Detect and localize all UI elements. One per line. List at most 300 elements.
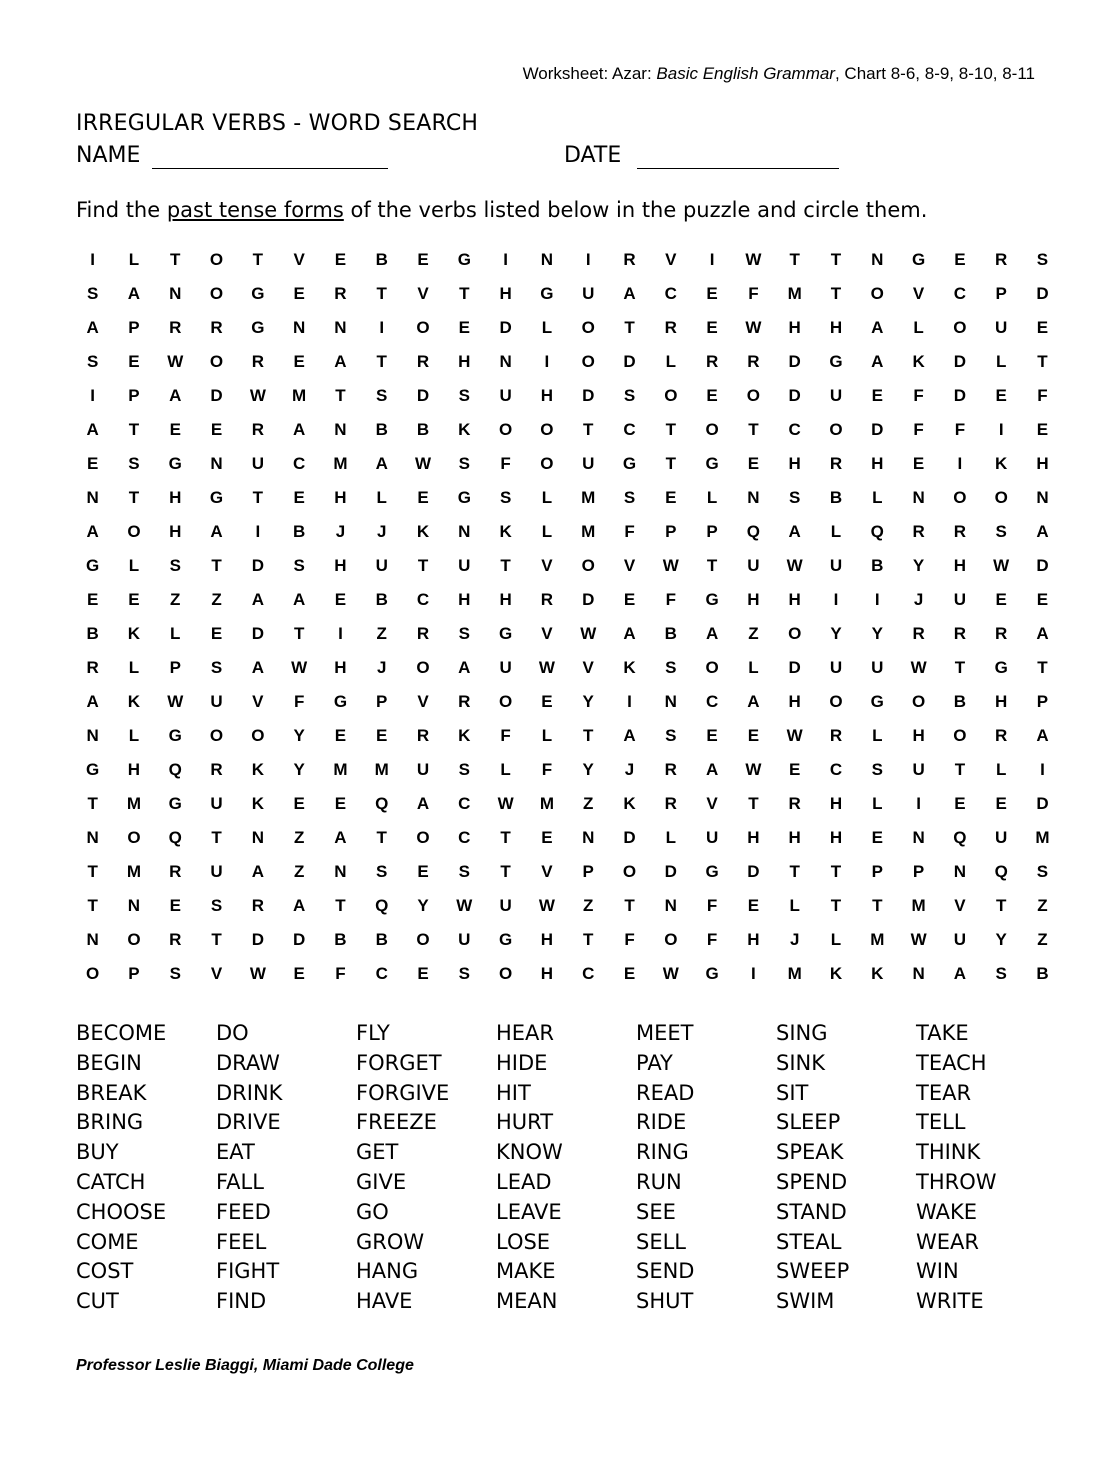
puzzle-letter[interactable]: N	[582, 828, 595, 847]
puzzle-letter[interactable]: K	[623, 658, 636, 677]
puzzle-letter[interactable]: Y	[293, 760, 305, 779]
puzzle-letter[interactable]: G	[209, 488, 224, 507]
puzzle-letter[interactable]: T	[417, 556, 429, 575]
puzzle-letter[interactable]: T	[376, 352, 387, 371]
puzzle-letter[interactable]: L	[665, 828, 676, 847]
puzzle-letter[interactable]: E	[995, 794, 1007, 813]
puzzle-letter[interactable]: S	[458, 386, 470, 405]
puzzle-letter[interactable]: G	[829, 352, 843, 371]
puzzle-letter[interactable]: O	[416, 930, 430, 949]
puzzle-letter[interactable]: P	[706, 522, 718, 541]
puzzle-letter[interactable]: Z	[748, 624, 759, 643]
puzzle-letter[interactable]: H	[912, 726, 925, 745]
puzzle-letter[interactable]: K	[127, 624, 141, 643]
puzzle-letter[interactable]: P	[128, 964, 140, 983]
puzzle-letter[interactable]: W	[249, 386, 266, 405]
puzzle-letter[interactable]: L	[995, 760, 1007, 779]
puzzle-letter[interactable]: I	[751, 964, 756, 983]
puzzle-letter[interactable]: K	[499, 522, 512, 541]
puzzle-letter[interactable]: S	[871, 760, 883, 779]
puzzle-letter[interactable]: K	[912, 352, 925, 371]
puzzle-letter[interactable]: H	[953, 556, 967, 575]
puzzle-letter[interactable]: B	[664, 624, 677, 643]
puzzle-letter[interactable]: N	[334, 420, 347, 439]
puzzle-letter[interactable]: G	[705, 590, 719, 609]
puzzle-letter[interactable]: O	[540, 420, 554, 439]
puzzle-letter[interactable]: N	[210, 454, 223, 473]
puzzle-letter[interactable]: Z	[376, 624, 387, 643]
puzzle-letter[interactable]: A	[623, 284, 636, 303]
puzzle-letter[interactable]: G	[911, 250, 926, 269]
puzzle-letter[interactable]: H	[788, 454, 801, 473]
puzzle-letter[interactable]: N	[1036, 488, 1049, 507]
puzzle-letter[interactable]: E	[912, 454, 925, 473]
puzzle-letter[interactable]: S	[623, 386, 636, 405]
puzzle-letter[interactable]: N	[499, 352, 512, 371]
puzzle-letter[interactable]: A	[416, 794, 430, 813]
puzzle-letter[interactable]: E	[747, 454, 760, 473]
puzzle-letter[interactable]: Y	[912, 556, 925, 575]
puzzle-letter[interactable]: P	[582, 862, 594, 881]
puzzle-letter[interactable]: U	[210, 794, 223, 813]
puzzle-letter[interactable]: V	[623, 556, 636, 575]
puzzle-letter[interactable]: O	[829, 692, 843, 711]
puzzle-letter[interactable]: B	[375, 420, 388, 439]
puzzle-letter[interactable]: U	[251, 454, 264, 473]
puzzle-letter[interactable]: Z	[170, 590, 181, 609]
puzzle-letter[interactable]: I	[379, 318, 385, 337]
puzzle-letter[interactable]: J	[376, 658, 387, 677]
puzzle-letter[interactable]: D	[251, 930, 264, 949]
puzzle-letter[interactable]: B	[416, 420, 430, 439]
puzzle-letter[interactable]: S	[169, 964, 181, 983]
puzzle-letter[interactable]: D	[582, 386, 595, 405]
puzzle-letter[interactable]: R	[169, 862, 182, 881]
puzzle-letter[interactable]: S	[789, 488, 801, 507]
puzzle-letter[interactable]: I	[338, 624, 343, 643]
puzzle-letter[interactable]: T	[583, 930, 594, 949]
puzzle-letter[interactable]: R	[334, 284, 347, 303]
puzzle-letter[interactable]: T	[252, 488, 264, 507]
puzzle-letter[interactable]: W	[249, 964, 266, 983]
puzzle-letter[interactable]: D	[251, 624, 264, 643]
puzzle-letter[interactable]: S	[1036, 862, 1049, 881]
puzzle-letter[interactable]: H	[499, 284, 512, 303]
puzzle-letter[interactable]: O	[705, 420, 719, 439]
puzzle-letter[interactable]: H	[334, 658, 347, 677]
puzzle-letter[interactable]: Y	[417, 896, 429, 915]
puzzle-letter[interactable]: A	[747, 692, 760, 711]
puzzle-letter[interactable]: R	[416, 624, 430, 643]
puzzle-letter[interactable]: G	[168, 726, 182, 745]
puzzle-letter[interactable]: V	[541, 624, 553, 643]
puzzle-letter[interactable]: U	[705, 828, 719, 847]
puzzle-letter[interactable]: C	[458, 794, 471, 813]
puzzle-letter[interactable]: L	[872, 794, 883, 813]
puzzle-letter[interactable]: H	[1036, 454, 1049, 473]
puzzle-letter[interactable]: T	[789, 250, 800, 269]
puzzle-letter[interactable]: E	[417, 250, 429, 269]
puzzle-letter[interactable]: N	[871, 250, 884, 269]
puzzle-letter[interactable]: E	[871, 828, 883, 847]
puzzle-letter[interactable]: W	[580, 624, 597, 643]
puzzle-letter[interactable]: S	[210, 658, 223, 677]
puzzle-letter[interactable]: W	[662, 964, 679, 983]
puzzle-letter[interactable]: E	[128, 352, 140, 371]
puzzle-letter[interactable]: R	[458, 692, 471, 711]
puzzle-letter[interactable]: E	[334, 590, 347, 609]
puzzle-letter[interactable]: O	[127, 828, 141, 847]
puzzle-letter[interactable]: N	[334, 862, 347, 881]
puzzle-letter[interactable]: W	[910, 658, 927, 677]
puzzle-letter[interactable]: D	[623, 828, 636, 847]
puzzle-letter[interactable]: V	[912, 284, 925, 303]
puzzle-letter[interactable]: H	[995, 692, 1008, 711]
puzzle-letter[interactable]: H	[747, 930, 760, 949]
puzzle-letter[interactable]: N	[664, 692, 677, 711]
puzzle-letter[interactable]: I	[957, 454, 963, 473]
puzzle-letter[interactable]: M	[126, 794, 142, 813]
puzzle-letter[interactable]: U	[210, 862, 223, 881]
puzzle-letter[interactable]: G	[499, 624, 513, 643]
puzzle-letter[interactable]: A	[953, 964, 967, 983]
puzzle-letter[interactable]: W	[745, 250, 762, 269]
puzzle-letter[interactable]: C	[623, 420, 636, 439]
puzzle-letter[interactable]: W	[456, 896, 473, 915]
puzzle-letter[interactable]: G	[86, 556, 100, 575]
puzzle-letter[interactable]: H	[788, 590, 801, 609]
puzzle-letter[interactable]: E	[169, 896, 181, 915]
puzzle-letter[interactable]: P	[995, 284, 1007, 303]
puzzle-letter[interactable]: K	[829, 964, 843, 983]
name-field[interactable]	[152, 168, 388, 169]
puzzle-letter[interactable]: I	[709, 250, 715, 269]
puzzle-letter[interactable]: H	[458, 590, 471, 609]
puzzle-letter[interactable]: H	[540, 930, 554, 949]
puzzle-letter[interactable]: O	[953, 318, 967, 337]
puzzle-letter[interactable]: L	[872, 726, 883, 745]
puzzle-letter[interactable]: U	[829, 658, 843, 677]
puzzle-letter[interactable]: R	[251, 896, 264, 915]
puzzle-letter[interactable]: I	[585, 250, 591, 269]
puzzle-letter[interactable]: S	[128, 454, 140, 473]
puzzle-letter[interactable]: D	[210, 386, 223, 405]
puzzle-letter[interactable]: W	[745, 760, 762, 779]
puzzle-letter[interactable]: E	[706, 284, 718, 303]
puzzle-letter[interactable]: T	[87, 896, 98, 915]
puzzle-letter[interactable]: E	[623, 964, 636, 983]
puzzle-letter[interactable]: T	[583, 420, 594, 439]
puzzle-letter[interactable]: A	[1036, 522, 1049, 541]
puzzle-letter[interactable]: Q	[994, 862, 1008, 881]
puzzle-letter[interactable]: G	[705, 454, 719, 473]
puzzle-letter[interactable]: Z	[293, 862, 305, 881]
puzzle-letter[interactable]: O	[911, 692, 926, 711]
puzzle-letter[interactable]: E	[541, 828, 553, 847]
puzzle-letter[interactable]: O	[581, 556, 595, 575]
puzzle-letter[interactable]: M	[787, 964, 802, 983]
puzzle-letter[interactable]: W	[497, 794, 514, 813]
puzzle-letter[interactable]: P	[128, 386, 140, 405]
puzzle-letter[interactable]: U	[912, 760, 925, 779]
puzzle-letter[interactable]: A	[623, 726, 636, 745]
puzzle-letter[interactable]: T	[665, 420, 676, 439]
puzzle-letter[interactable]: Y	[995, 930, 1007, 949]
puzzle-letter[interactable]: H	[334, 488, 347, 507]
puzzle-letter[interactable]: N	[458, 522, 471, 541]
puzzle-letter[interactable]: S	[376, 862, 388, 881]
puzzle-letter[interactable]: S	[665, 658, 677, 677]
puzzle-letter[interactable]: P	[912, 862, 925, 881]
puzzle-letter[interactable]: A	[705, 760, 719, 779]
puzzle-letter[interactable]: T	[211, 930, 222, 949]
puzzle-letter[interactable]: R	[416, 352, 430, 371]
puzzle-letter[interactable]: W	[167, 352, 184, 371]
puzzle-letter[interactable]: S	[458, 964, 470, 983]
puzzle-letter[interactable]: V	[582, 658, 594, 677]
puzzle-letter[interactable]: T	[706, 556, 718, 575]
puzzle-letter[interactable]: U	[953, 590, 967, 609]
puzzle-letter[interactable]: T	[128, 420, 140, 439]
puzzle-letter[interactable]: A	[705, 624, 719, 643]
puzzle-letter[interactable]: U	[499, 386, 512, 405]
puzzle-letter[interactable]: S	[499, 488, 512, 507]
puzzle-letter[interactable]: H	[127, 760, 141, 779]
puzzle-letter[interactable]: O	[127, 930, 141, 949]
puzzle-letter[interactable]: K	[251, 794, 264, 813]
puzzle-letter[interactable]: Z	[293, 828, 305, 847]
puzzle-letter[interactable]: P	[665, 522, 677, 541]
puzzle-letter[interactable]: I	[503, 250, 508, 269]
puzzle-letter[interactable]: H	[458, 352, 471, 371]
puzzle-letter[interactable]: F	[954, 420, 966, 439]
puzzle-letter[interactable]: W	[291, 658, 308, 677]
puzzle-letter[interactable]: U	[995, 318, 1008, 337]
word-search-grid[interactable]	[72, 243, 1063, 991]
puzzle-letter[interactable]: M	[374, 760, 389, 779]
puzzle-letter[interactable]: E	[86, 454, 99, 473]
puzzle-letter[interactable]: A	[292, 420, 306, 439]
puzzle-letter[interactable]: D	[416, 386, 430, 405]
puzzle-letter[interactable]: U	[416, 760, 430, 779]
puzzle-letter[interactable]: S	[376, 386, 388, 405]
puzzle-letter[interactable]: Q	[375, 794, 389, 813]
puzzle-letter[interactable]: G	[705, 964, 719, 983]
puzzle-letter[interactable]: K	[458, 726, 471, 745]
puzzle-letter[interactable]: Y	[582, 760, 594, 779]
puzzle-letter[interactable]: I	[916, 794, 921, 813]
puzzle-letter[interactable]: M	[1035, 828, 1050, 847]
puzzle-letter[interactable]: T	[1037, 658, 1048, 677]
puzzle-letter[interactable]: L	[830, 930, 842, 949]
puzzle-letter[interactable]: Q	[746, 522, 761, 541]
puzzle-letter[interactable]: T	[583, 726, 594, 745]
puzzle-letter[interactable]: R	[623, 250, 636, 269]
puzzle-letter[interactable]: A	[623, 624, 636, 643]
puzzle-letter[interactable]: S	[458, 760, 470, 779]
puzzle-letter[interactable]: H	[788, 692, 801, 711]
puzzle-letter[interactable]: W	[786, 726, 803, 745]
puzzle-letter[interactable]: I	[90, 250, 96, 269]
puzzle-letter[interactable]: F	[335, 964, 346, 983]
puzzle-letter[interactable]: U	[871, 658, 884, 677]
puzzle-letter[interactable]: R	[210, 760, 223, 779]
puzzle-letter[interactable]: T	[293, 624, 305, 643]
date-field[interactable]	[637, 168, 839, 169]
puzzle-letter[interactable]: H	[169, 522, 182, 541]
puzzle-letter[interactable]: O	[622, 862, 637, 881]
puzzle-letter[interactable]: K	[623, 794, 636, 813]
puzzle-letter[interactable]: T	[252, 250, 264, 269]
puzzle-letter[interactable]: R	[788, 794, 801, 813]
puzzle-letter[interactable]: Z	[583, 896, 594, 915]
puzzle-letter[interactable]: J	[335, 522, 346, 541]
puzzle-letter[interactable]: R	[953, 522, 967, 541]
puzzle-letter[interactable]: F	[624, 522, 635, 541]
puzzle-letter[interactable]: Z	[1037, 930, 1048, 949]
puzzle-letter[interactable]: Q	[375, 896, 389, 915]
puzzle-letter[interactable]: U	[829, 386, 843, 405]
puzzle-letter[interactable]: B	[86, 624, 99, 643]
puzzle-letter[interactable]: S	[995, 964, 1007, 983]
puzzle-letter[interactable]: W	[415, 454, 432, 473]
puzzle-letter[interactable]: E	[789, 760, 801, 779]
puzzle-letter[interactable]: F	[624, 930, 635, 949]
puzzle-letter[interactable]: C	[788, 420, 801, 439]
puzzle-letter[interactable]: A	[86, 692, 99, 711]
puzzle-letter[interactable]: T	[624, 896, 635, 915]
puzzle-letter[interactable]: B	[334, 930, 347, 949]
puzzle-letter[interactable]: T	[830, 862, 842, 881]
puzzle-letter[interactable]: K	[127, 692, 141, 711]
puzzle-letter[interactable]: L	[830, 522, 842, 541]
puzzle-letter[interactable]: E	[293, 284, 305, 303]
puzzle-letter[interactable]: M	[333, 454, 348, 473]
puzzle-letter[interactable]: D	[788, 658, 801, 677]
puzzle-letter[interactable]: L	[748, 658, 759, 677]
puzzle-letter[interactable]: N	[747, 488, 760, 507]
puzzle-letter[interactable]: C	[375, 964, 388, 983]
puzzle-letter[interactable]: D	[251, 556, 264, 575]
puzzle-letter[interactable]: D	[788, 352, 801, 371]
puzzle-letter[interactable]: D	[1036, 556, 1049, 575]
puzzle-letter[interactable]: L	[541, 318, 553, 337]
puzzle-letter[interactable]: L	[500, 760, 511, 779]
puzzle-letter[interactable]: U	[375, 556, 388, 575]
puzzle-letter[interactable]: E	[86, 590, 99, 609]
puzzle-letter[interactable]: M	[539, 794, 554, 813]
puzzle-letter[interactable]: A	[334, 352, 347, 371]
puzzle-letter[interactable]: V	[541, 862, 553, 881]
puzzle-letter[interactable]: A	[788, 522, 801, 541]
puzzle-letter[interactable]: T	[954, 760, 966, 779]
puzzle-letter[interactable]: O	[127, 522, 141, 541]
puzzle-letter[interactable]: H	[169, 488, 182, 507]
puzzle-letter[interactable]: A	[871, 352, 884, 371]
puzzle-letter[interactable]: N	[664, 896, 677, 915]
puzzle-letter[interactable]: E	[1036, 318, 1049, 337]
puzzle-letter[interactable]: O	[746, 386, 761, 405]
puzzle-letter[interactable]: D	[1036, 284, 1049, 303]
puzzle-letter[interactable]: I	[544, 352, 550, 371]
puzzle-letter[interactable]: E	[995, 386, 1007, 405]
puzzle-letter[interactable]: K	[251, 760, 264, 779]
puzzle-letter[interactable]: I	[833, 590, 839, 609]
puzzle-letter[interactable]: T	[459, 284, 470, 303]
puzzle-letter[interactable]: F	[665, 590, 676, 609]
puzzle-letter[interactable]: E	[293, 794, 305, 813]
puzzle-letter[interactable]: U	[995, 828, 1008, 847]
puzzle-letter[interactable]: S	[86, 284, 99, 303]
puzzle-letter[interactable]: W	[662, 556, 679, 575]
puzzle-letter[interactable]: W	[745, 318, 762, 337]
puzzle-letter[interactable]: S	[293, 556, 305, 575]
puzzle-letter[interactable]: O	[705, 658, 719, 677]
puzzle-letter[interactable]: S	[210, 896, 223, 915]
puzzle-letter[interactable]: C	[458, 828, 471, 847]
puzzle-letter[interactable]: A	[86, 522, 99, 541]
puzzle-letter[interactable]: O	[664, 930, 678, 949]
puzzle-letter[interactable]: P	[871, 862, 883, 881]
puzzle-letter[interactable]: F	[293, 692, 305, 711]
puzzle-letter[interactable]: O	[788, 624, 802, 643]
puzzle-letter[interactable]: J	[913, 590, 924, 609]
puzzle-letter[interactable]: B	[871, 556, 884, 575]
puzzle-letter[interactable]: U	[829, 556, 843, 575]
puzzle-letter[interactable]: T	[830, 896, 842, 915]
puzzle-letter[interactable]: L	[376, 488, 387, 507]
puzzle-letter[interactable]: T	[748, 420, 759, 439]
puzzle-letter[interactable]: I	[998, 420, 1004, 439]
puzzle-letter[interactable]: D	[499, 318, 512, 337]
puzzle-letter[interactable]: S	[995, 522, 1007, 541]
puzzle-letter[interactable]: V	[706, 794, 718, 813]
puzzle-letter[interactable]: E	[293, 488, 305, 507]
puzzle-letter[interactable]: T	[500, 556, 511, 575]
puzzle-letter[interactable]: D	[953, 386, 967, 405]
puzzle-letter[interactable]: A	[292, 590, 306, 609]
puzzle-letter[interactable]: S	[665, 726, 677, 745]
puzzle-letter[interactable]: R	[86, 658, 99, 677]
puzzle-letter[interactable]: G	[251, 318, 265, 337]
puzzle-letter[interactable]: K	[995, 454, 1008, 473]
puzzle-letter[interactable]: P	[1036, 692, 1049, 711]
puzzle-letter[interactable]: N	[334, 318, 347, 337]
puzzle-letter[interactable]: V	[541, 556, 553, 575]
puzzle-letter[interactable]: H	[540, 964, 554, 983]
puzzle-letter[interactable]: F	[1037, 386, 1048, 405]
puzzle-letter[interactable]: B	[953, 692, 967, 711]
puzzle-letter[interactable]: H	[499, 590, 512, 609]
puzzle-letter[interactable]: D	[953, 352, 967, 371]
puzzle-letter[interactable]: A	[127, 284, 141, 303]
puzzle-letter[interactable]: G	[540, 284, 554, 303]
puzzle-letter[interactable]: B	[375, 590, 388, 609]
puzzle-letter[interactable]: Z	[1037, 896, 1048, 915]
puzzle-letter[interactable]: A	[86, 318, 99, 337]
puzzle-letter[interactable]: E	[954, 250, 966, 269]
puzzle-letter[interactable]: L	[872, 488, 883, 507]
puzzle-letter[interactable]: T	[665, 454, 676, 473]
puzzle-letter[interactable]: G	[457, 250, 471, 269]
puzzle-letter[interactable]: R	[912, 624, 925, 643]
puzzle-letter[interactable]: N	[86, 488, 99, 507]
puzzle-letter[interactable]: O	[86, 964, 100, 983]
puzzle-letter[interactable]: M	[581, 522, 596, 541]
puzzle-letter[interactable]: Y	[293, 726, 305, 745]
puzzle-letter[interactable]: R	[664, 760, 677, 779]
puzzle-letter[interactable]: A	[1036, 624, 1049, 643]
